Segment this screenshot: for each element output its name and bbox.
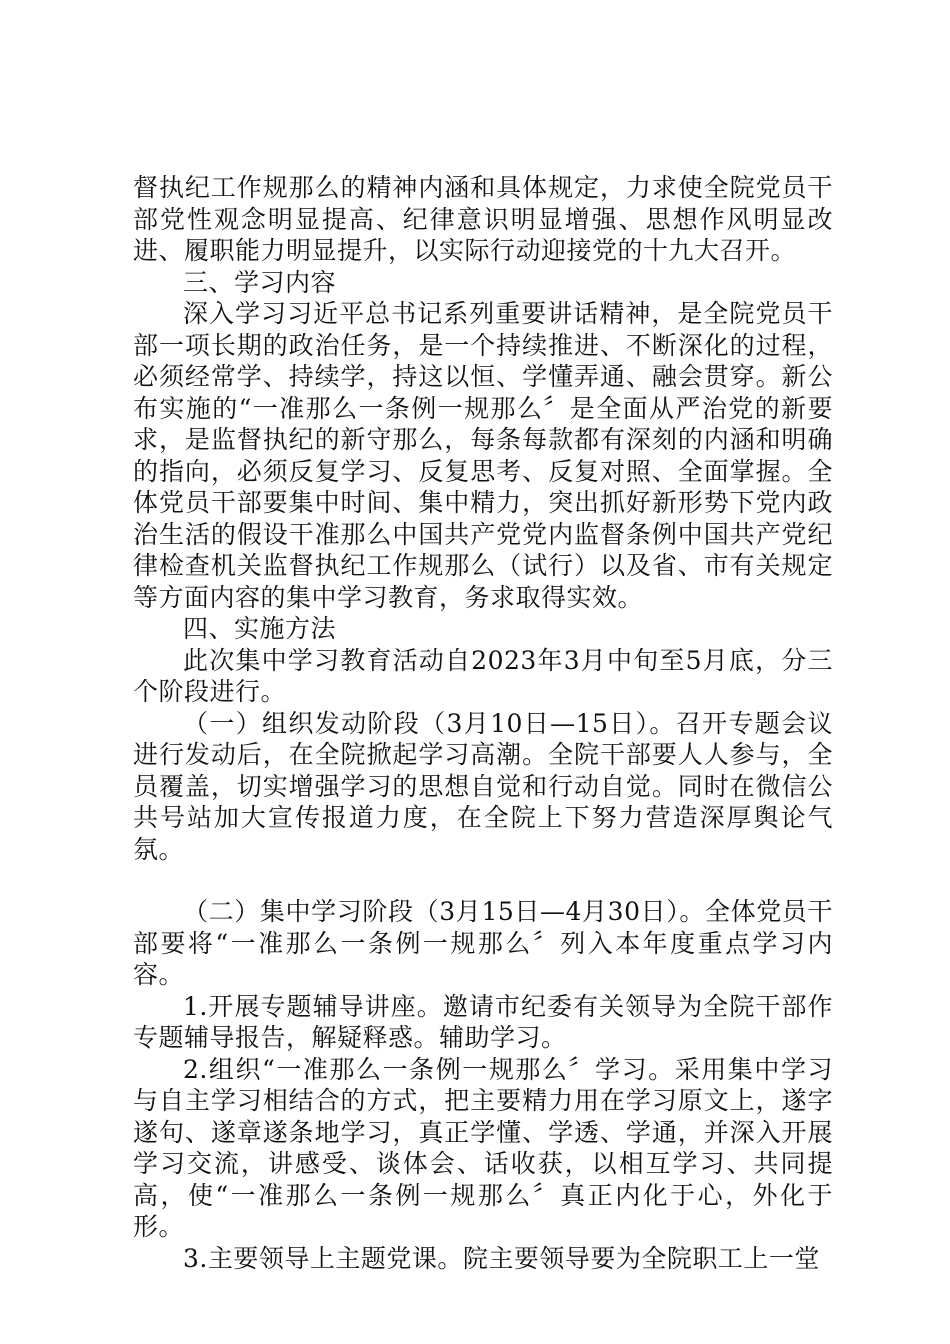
section-heading-implementation: 四、实施方法 <box>183 614 337 643</box>
paragraph-item-3: 3.主要领导上主题党课。院主要领导要为全院职工上一堂 <box>183 1243 820 1273</box>
paragraph-implementation-intro: 此次集中学习教育活动自2023年3月中旬至5月底，分三个阶段进行。 <box>133 645 833 706</box>
paragraph-item-1: 1.开展专题辅导讲座。邀请市纪委有关领导为全院干部作专题辅导报告，解疑释惑。辅助学习。 <box>133 991 833 1052</box>
paragraph-item-2: 2.组织“一准那么一条例一规那么〞学习。采用集中学习与自主学习相结合的方式，把主要精力用在学习原文上，遂字遂句、遂章遂条地学习，真正学懂、学透、学通，并深入开展学习交流，讲感受、谈体会、话收获，以相互学习、共同提高，使“一准那么一条例一规那么〞真正内化于心，外化于形。 <box>133 1054 833 1241</box>
document-body <box>133 172 833 1274</box>
paragraph-gap <box>133 865 833 896</box>
paragraph-continuation: 督执纪工作规那么的精神内涵和具体规定，力求使全院党员干部党性观念明显提高、纪律意识明显增强、思想作风明显改进、履职能力明显提升，以实际行动迎接党的十九大召开。 <box>133 173 833 265</box>
paragraph-study-content: 深入学习习近平总书记系列重要讲话精神，是全院党员干部一项长期的政治任务，是一个持续推进、不断深化的过程，必须经常学、持续学，持这以恒、学懂弄通、融会贯穿。新公布实施的“一准那么一条例一规那么〞是全面从严治党的新要求，是监督执纪的新守那么，每条每款都有深刻的内涵和明确的指向，必须反复学习、反复思考、反复对照、全面掌握。全体党员干部要集中时间、集中精力，突出抓好新形势下党内政治生活的假设干准那么中国共产党党内监督条例中国共产党纪律检查机关监督执纪工作规那么（试行）以及省、市有关规定等方面内容的集中学习教育，务求取得实效。 <box>133 299 833 612</box>
paragraph-phase-two: （二）集中学习阶段（3月15日—4月30日）。全体党员干部要将“一准那么一条例一规那么〞列入本年度重点学习内容。 <box>133 897 833 989</box>
section-heading-study-content: 三、学习内容 <box>183 267 337 297</box>
paragraph-phase-one: （一）组织发动阶段（3月10日—15日）。召开专题会议进行发动后，在全院掀起学习高潮。全院干部要人人参与，全员覆盖，切实增强学习的思想自觉和行动自觉。同时在微信公共号站加大宣传报道力度，在全院上下努力营造深厚舆论气氛。 <box>133 708 833 864</box>
